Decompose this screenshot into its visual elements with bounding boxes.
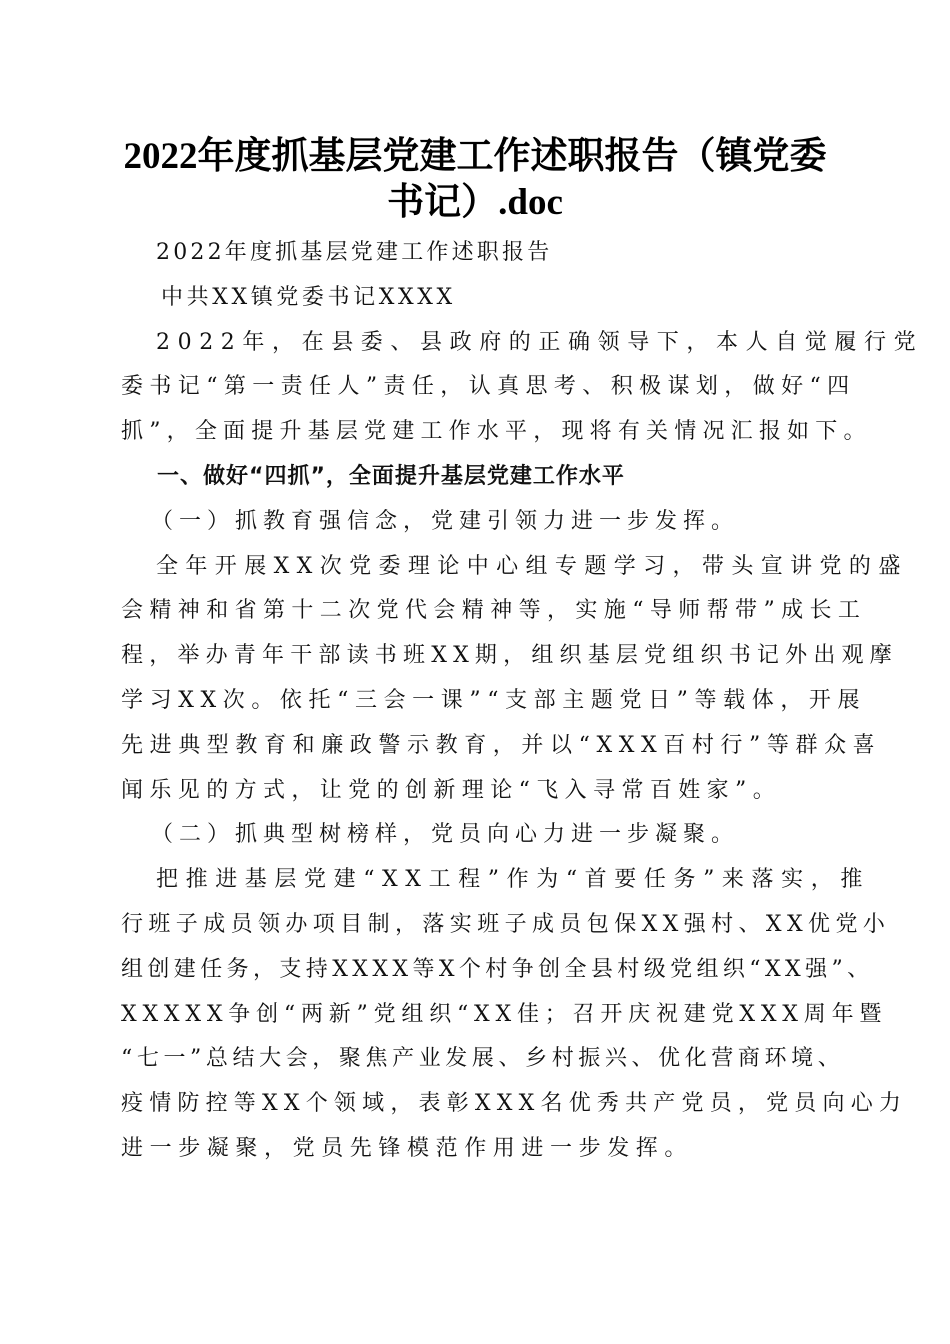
subsection-1-line-5: 先进典型教育和廉政警示教育，并以“XXX百村行”等群众喜 <box>121 732 882 758</box>
author-line: 中共XX镇党委书记XXXX <box>161 284 456 310</box>
subsection-2-line-5: “七一”总结大会，聚焦产业发展、乡村振兴、优化营商环境、 <box>121 1046 845 1072</box>
section-1-heading: 一、做好“四抓”，全面提升基层党建工作水平 <box>157 463 625 489</box>
report-subtitle: 2022年度抓基层党建工作述职报告 <box>156 240 553 265</box>
subsection-2-line-7: 进一步凝聚，党员先锋模范作用进一步发挥。 <box>121 1135 694 1161</box>
document-title <box>110 134 840 226</box>
title-line-1: 2022年度抓基层党建工作述职报告（镇党委 <box>123 136 827 177</box>
subsection-2-line-2: 行班子成员领办项目制，落实班子成员包保XX强村、XX优党小 <box>121 911 891 937</box>
document-body <box>121 231 924 1172</box>
intro-line-1: 2022年，在县委、县政府的正确领导下，本人自觉履行党 <box>156 329 924 355</box>
subsection-2-line-6: 疫情防控等XX个领域，表彰XXX名优秀共产党员，党员向心力 <box>121 1091 908 1117</box>
subsection-2-line-4: XXXXX争创“两新”党组织“XX佳；召开庆祝建党XXX周年暨 <box>121 1001 888 1027</box>
subsection-1-heading: （一）抓教育强信念，党建引领力进一步发挥。 <box>151 508 740 534</box>
subsection-1-line-2: 会精神和省第十二次党代会精神等，实施“导师帮带”成长工 <box>121 598 867 624</box>
subsection-1-line-1: 全年开展XX次党委理论中心组专题学习，带头宣讲党的盛 <box>156 553 908 579</box>
intro-line-2: 委书记“第一责任人”责任，认真思考、积极谋划，做好“四 <box>121 374 856 400</box>
subsection-1-line-4: 学习XX次。依托“三会一课”“支部主题党日”等载体，开展 <box>121 687 867 713</box>
subsection-1-line-3: 程，举办青年干部读书班XX期，组织基层党组织书记外出观摩 <box>121 643 898 669</box>
title-line-2: 书记）.doc <box>387 182 563 223</box>
subsection-1-line-6: 闻乐见的方式，让党的创新理论“飞入寻常百姓家”。 <box>121 777 782 803</box>
intro-line-3: 抓”，全面提升基层党建工作水平，现将有关情况汇报如下。 <box>121 419 872 445</box>
subsection-2-heading: （二）抓典型树榜样，党员向心力进一步凝聚。 <box>151 822 740 848</box>
subsection-2-line-1: 把推进基层党建“XX工程”作为“首要任务”来落实，推 <box>156 867 870 893</box>
subsection-2-line-3: 组创建任务，支持XXXX等X个村争创全县村级党组织“XX强”、 <box>121 956 874 982</box>
